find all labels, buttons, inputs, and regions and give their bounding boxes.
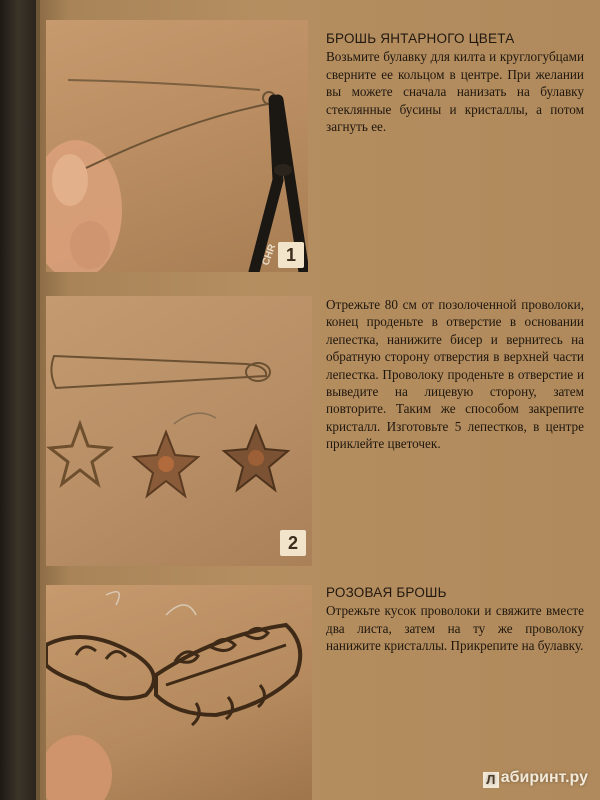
filigree-leaves-illustration — [46, 585, 312, 800]
section-paragraph: Возьмите булавку для килта и круглогубцами сверните ее кольцом в центре. При желании вы можете сначала нанизать на булавку стеклянные бусины и кристаллы, а потом загнуть ее. — [326, 49, 584, 135]
book-spine-shadow — [0, 0, 36, 800]
section-pink-brooch — [326, 584, 584, 655]
section-paragraph: Отрежьте 80 см от позолоченной проволоки, конец проденьте в отверстие в основании лепестка, нанижите бисер и вернитесь на обратную сторону отверстия в верхней части лепестка. Проволоку проденьте в отверстие и выведите на лицевую сторону, затем повторите. Таким же способом закрепите кристалл. Изготовьте 5 лепестков, в центре приклейте цветочек. — [326, 297, 584, 452]
page-binding-edge — [36, 0, 40, 800]
section-paragraph: Отрежьте кусок проволоки и свяжите вместе два листа, затем на ту же проволоку нанижите кристаллы. Прикрепите на булавку. — [326, 603, 584, 654]
rose-brooch-photo — [46, 585, 312, 800]
step-number-badge: 1 — [278, 242, 304, 268]
labirint-watermark — [483, 769, 588, 788]
step-2-photo — [46, 296, 312, 566]
step-number-badge: 2 — [280, 530, 306, 556]
watermark-text: абиринт.ру — [500, 769, 588, 786]
section-amber-brooch — [326, 30, 584, 135]
kilt-pin-and-petals-illustration — [46, 296, 312, 566]
step-1-photo — [46, 20, 308, 272]
pliers-bending-pin-illustration — [46, 20, 308, 272]
section-step-2 — [326, 296, 584, 453]
section-heading: РОЗОВАЯ БРОШЬ — [326, 585, 447, 600]
section-heading: БРОШЬ ЯНТАРНОГО ЦВЕТА — [326, 31, 515, 46]
labirint-logo-icon: Л — [483, 772, 499, 788]
pliers-brand-text: CHR — [260, 242, 279, 268]
